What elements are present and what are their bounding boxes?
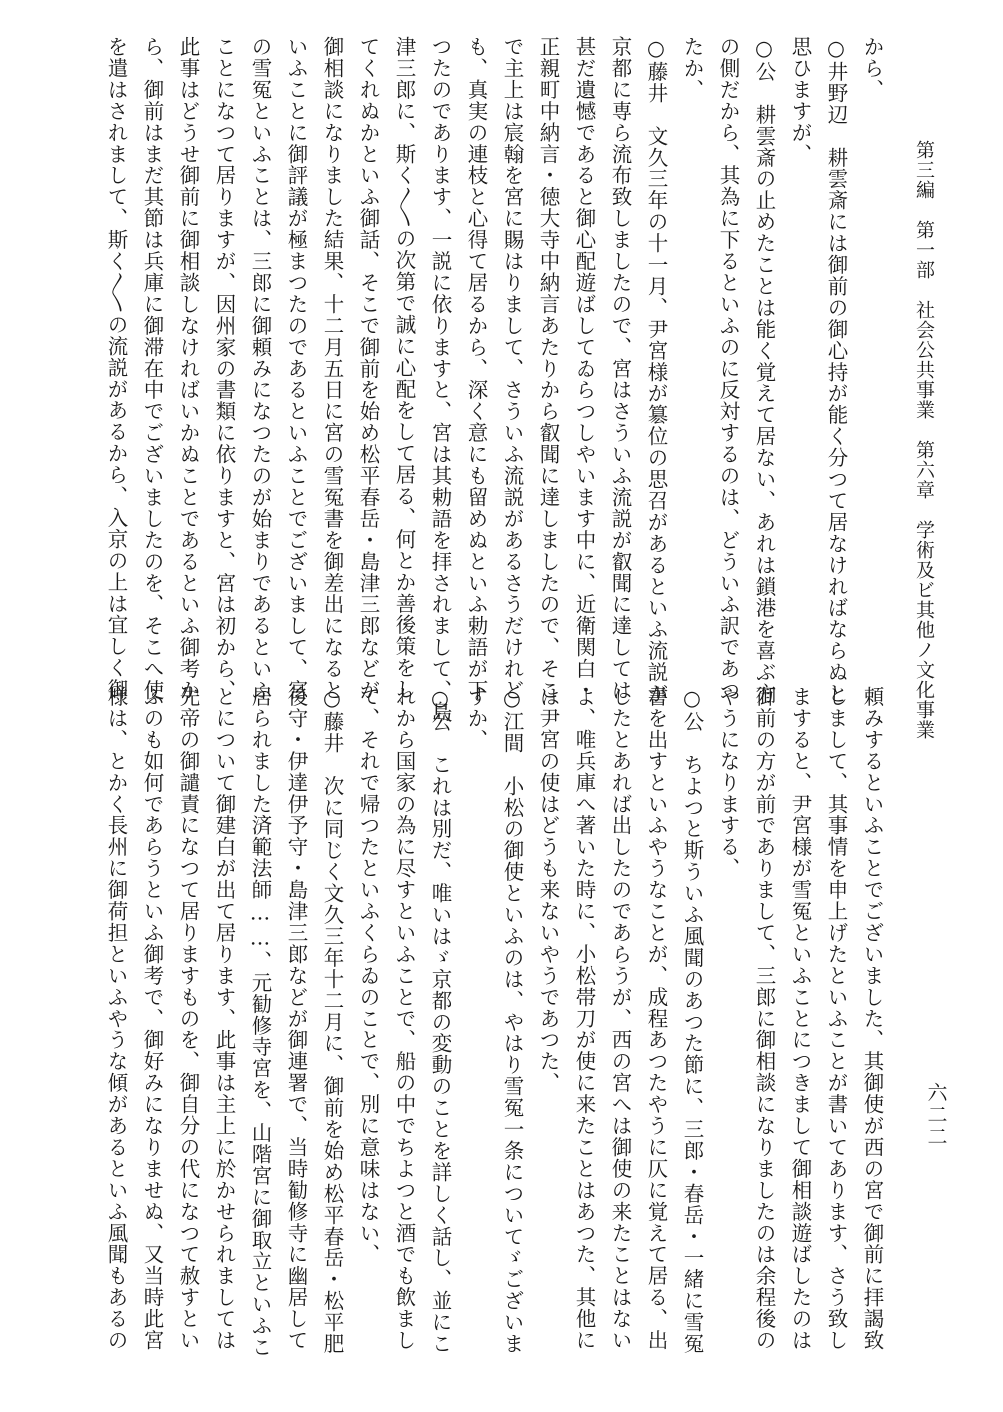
text-column: ことになつて居りますが、因州家の書類に依りますと、宮は初から、: [212, 36, 236, 701]
text-column: よ、唯兵庫へ著いた時に、小松帯刀が使に来たことはあつた、其他に: [572, 686, 596, 1351]
text-column: とについて御建白が出て居ります、此事は主上に於かせられましては: [212, 686, 236, 1351]
text-column: 様は、とかく長州に御荷担といふやうな傾があるといふ風聞もあるの: [104, 686, 128, 1351]
page-number: 六二二: [924, 1082, 948, 1148]
text-column: てくれぬかといふ御話、そこで御前を始め松平春岳・島津三郎などが: [356, 36, 380, 701]
text-column: 甚だ遺憾であると御心配遊ばしてゐらつしやいます中に、近衛関白・: [572, 36, 596, 701]
text-column: の雪冤といふことは、三郎に御頼みになつたのが始まりであるといふ: [248, 36, 272, 701]
text-column: ○公 これは別だ、唯いはゞ京都の変動のことを詳しく話し、並にこ: [428, 686, 452, 1355]
text-column: を遣はされまして、斯く〳〵の流説があるから、入京の上は宜しく御: [104, 36, 128, 701]
text-column: 津三郎に、斯く〳〵の次第で誠に心配をして居る、何とか善後策をし: [392, 36, 416, 700]
text-column: も、真実の連枝と心得て居るから、深く意にも留めぬといふ勅語が下: [464, 36, 488, 701]
text-column: ○藤井 文久三年の十一月、尹宮様が簒位の思召があるといふ流説が: [644, 36, 668, 705]
text-column: ら、御前はまだ其節は兵庫に御滞在中でございましたのを、そこへ使: [140, 36, 164, 701]
text-column: の側だから、其為に下るといふのに反対するのは、どういふ訳であつ: [716, 36, 740, 701]
text-column: ふのも如何であらうといふ御考で、御好みになりませぬ、又当時此宮: [140, 686, 164, 1351]
text-column: 正親町中納言・徳大寺中納言あたりから叡聞に達しましたので、そこ: [536, 36, 560, 701]
text-column: 思ひますが、: [788, 36, 812, 165]
text-column: れから国家の為に尽すといふことで、船の中でちよつと酒でも飲まし: [392, 686, 416, 1351]
text-column: 御前の方が前でありまして、三郎に御相談になりましたのは余程後の: [752, 686, 776, 1351]
text-column: で主上は宸翰を宮に賜はりまして、さういふ流説があるさうだけれど: [500, 36, 524, 701]
text-column: ○公 ちよつと斯ういふ風聞のあつた節に、三郎・春岳・一緒に雪冤: [680, 686, 704, 1355]
text-column: て、それで帰つたといふくらゐのことで、別に意味はない、: [356, 686, 380, 1266]
text-column: ○公 耕雲斎の止めたことは能く覚えて居ない、あれは鎖港を喜ぶ方: [752, 36, 776, 705]
text-column: ○江間 小松の御使といふのは、やはり雪冤一条についてゞございま: [500, 686, 524, 1355]
text-column: 後守・伊達伊予守・島津三郎などが御連署で、当時勧修寺に幽居して: [284, 686, 308, 1351]
text-column: から、: [860, 36, 884, 101]
text-column: 先帝の御譴責になつて居りますものを、御自分の代になつて赦すとい: [176, 686, 200, 1351]
text-column: 書を出すといふやうなことが、成程あつたやうに仄に覚えて居る、出: [644, 686, 668, 1351]
running-header: 第三編 第一部 社会公共事業 第六章 学術及ビ其他ノ文化事業: [913, 140, 935, 740]
text-column: 居られました済範法師……、元勧修寺宮を、山階宮に御取立といふこ: [248, 686, 272, 1358]
text-column: 此事はどうせ御前に御相談しなければいかぬことであるといふ御考か: [176, 36, 200, 701]
text-column: すか、: [464, 686, 488, 751]
text-column: 京都に専ら流布致しましたので、宮はさういふ流説が叡聞に達しては: [608, 36, 632, 701]
text-column: やうになりまする、: [716, 686, 740, 880]
text-column: たか、: [680, 36, 704, 101]
text-column: ますると、尹宮様が雪冤といふことにつきまして御相談遊ばしたのは: [788, 686, 812, 1351]
text-column: 御相談になりました結果、十二月五日に宮の雪冤書を御差出になると: [320, 36, 344, 701]
text-column: ○藤井 次に同じく文久三年十二月に、御前を始め松平春岳・松平肥: [320, 686, 344, 1355]
text-column: は尹宮の使はどうも来ないやうであつた、: [536, 686, 560, 1094]
text-column: ○井野辺 耕雲斎には御前の御心持が能く分つて居なければならぬと: [824, 36, 848, 705]
text-column: つたのであります、一説に依りますと、宮は其勅語を拝されまして、島: [428, 36, 452, 723]
text-column: したとあれば出したのであらうが、西の宮へは御使の来たことはない: [608, 686, 632, 1351]
text-column: 頼みするといふことでございました、其御使が西の宮で御前に拝謁致: [860, 686, 884, 1351]
text-column: しまして、其事情を申上げたといふことが書いてあります、さう致し: [824, 686, 848, 1351]
text-column: いふことに御評議が極まつたのであるといふことでございまして、宮: [284, 36, 308, 701]
